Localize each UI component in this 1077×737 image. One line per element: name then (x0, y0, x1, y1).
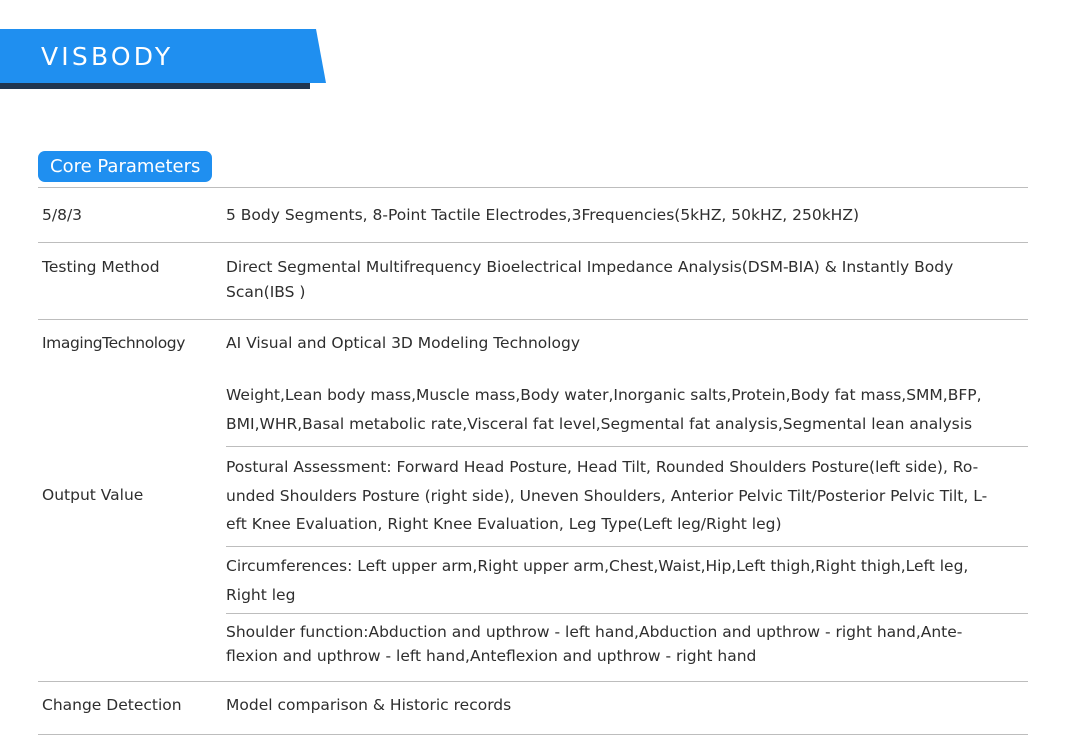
row-label-change-detection: Change Detection (42, 696, 182, 714)
value-line: BMI,WHR,Basal metabolic rate,Visceral fat level,Segmental fat analysis,Segmental lean analysis (226, 414, 973, 433)
brand-logo: VISBODY (41, 42, 174, 71)
value-line: Weight,Lean body mass,Muscle mass,Body water,Inorganic salts,Protein,Body fat mass,SMM,BFP, (226, 386, 982, 404)
value-line: Right leg (226, 585, 296, 604)
row-value-change-detection: Model comparison & Historic records (226, 696, 512, 714)
row-value-583: 5 Body Segments, 8-Point Tactile Electrodes,3Frequencies(5kHZ, 50kHZ, 250kHZ) (226, 206, 859, 224)
value-line: Direct Segmental Multifrequency Bioelectrical Impedance Analysis(DSM-BIA) & Instantly Body (226, 258, 954, 276)
sub-rule (226, 546, 1028, 547)
row-label-output-value: Output Value (42, 486, 144, 504)
table-rule (38, 242, 1028, 243)
table-rule-bottom (38, 734, 1028, 735)
row-label-583: 5/8/3 (42, 206, 83, 224)
value-line: flexion and upthrow - left hand,Anteflexion and upthrow - right hand (226, 647, 757, 665)
output-item-postural (226, 453, 1031, 539)
row-label-imaging-technology: ImagingTechnology (42, 334, 186, 352)
table-rule (38, 319, 1028, 320)
row-value-testing-method (226, 255, 1031, 305)
value-line: Scan(IBS ) (226, 283, 306, 301)
row-label-testing-method: Testing Method (42, 258, 160, 276)
value-line: Postural Assessment: Forward Head Posture, Head Tilt, Rounded Shoulders Posture(left side), Ro- (226, 458, 979, 476)
sub-rule (226, 613, 1028, 614)
table-rule (38, 681, 1028, 682)
output-item-composition (226, 381, 1031, 438)
output-item-shoulder-function (226, 620, 1031, 668)
output-item-circumferences (226, 552, 1031, 609)
sub-rule (226, 446, 1028, 447)
section-title-badge: Core Parameters (38, 151, 212, 182)
table-rule-top (38, 187, 1028, 188)
value-line: Circumferences: Left upper arm,Right upper arm,Chest,Waist,Hip,Left thigh,Right thigh,Left leg, (226, 557, 969, 575)
row-value-imaging-technology: AI Visual and Optical 3D Modeling Technology (226, 334, 581, 352)
value-line: Shoulder function:Abduction and upthrow - left hand,Abduction and upthrow - right hand,Ante- (226, 623, 963, 641)
value-line: unded Shoulders Posture (right side), Uneven Shoulders, Anterior Pelvic Tilt/Posterior Pelvic Tilt, L- (226, 486, 988, 505)
value-line: eft Knee Evaluation, Right Knee Evaluation, Leg Type(Left leg/Right leg) (226, 515, 782, 533)
